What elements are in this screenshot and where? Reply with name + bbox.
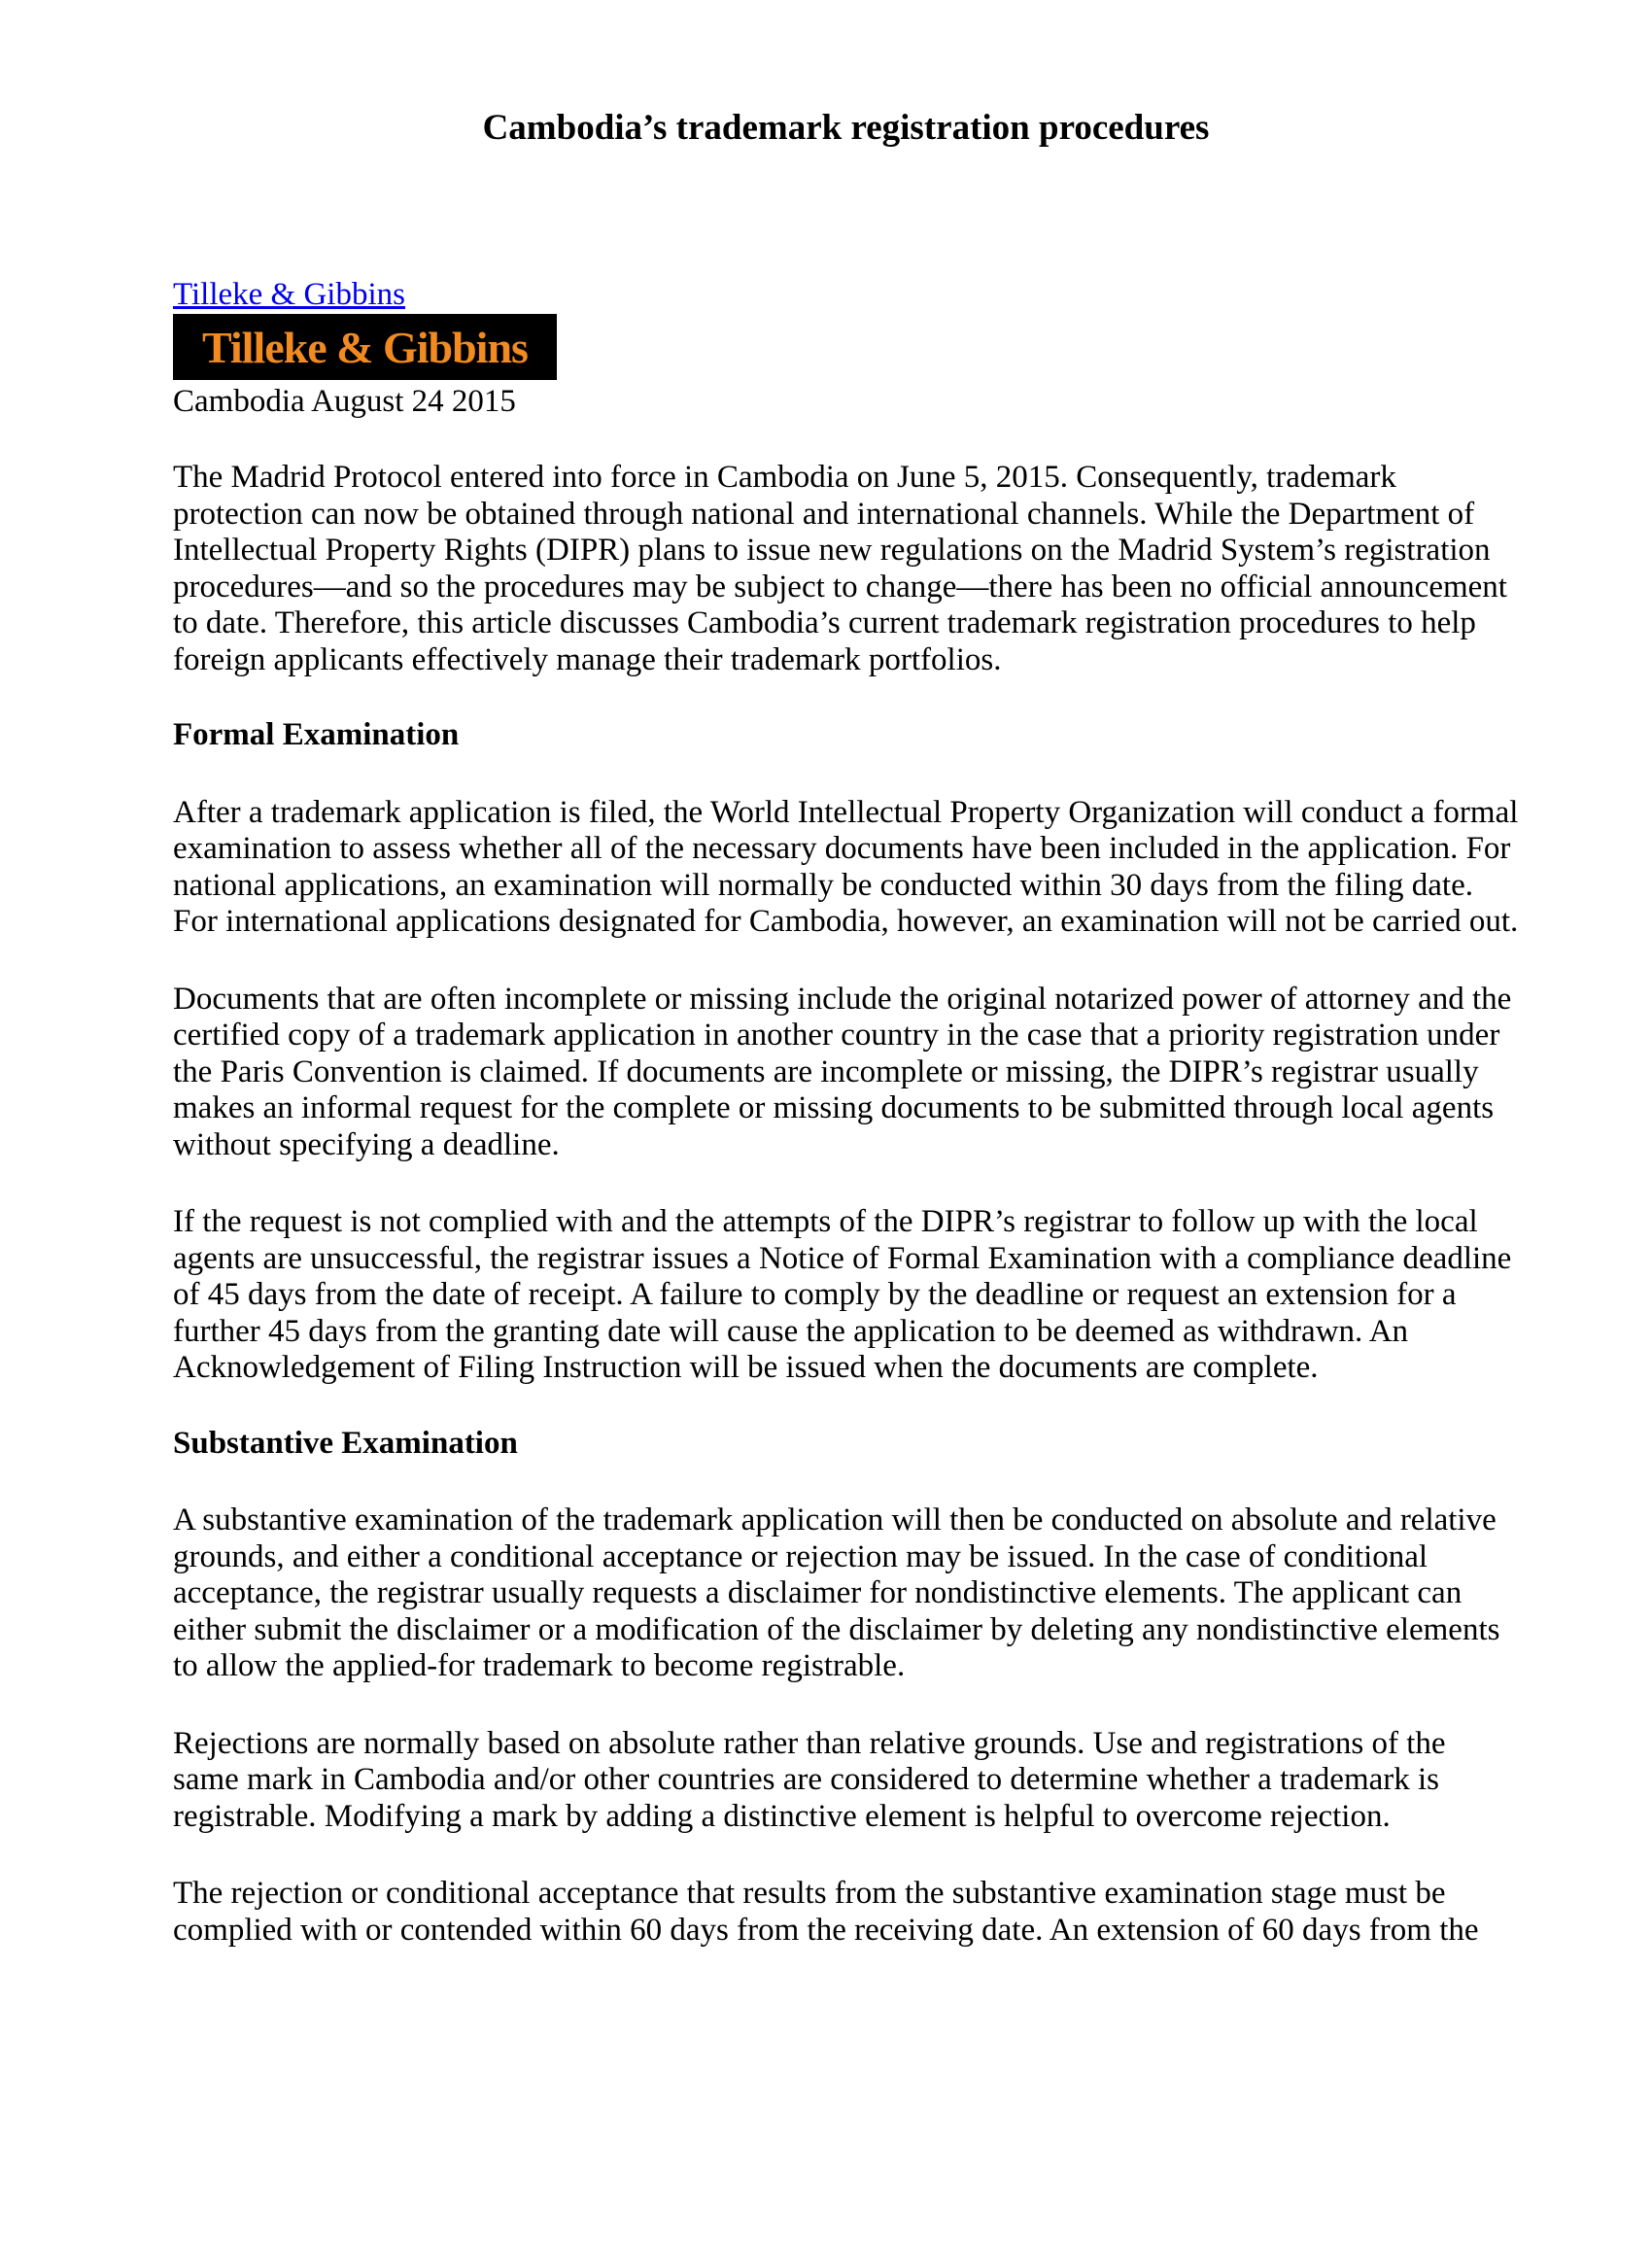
firm-logo xyxy=(173,314,557,380)
firm-logo-text: Tilleke & Gibbins xyxy=(202,322,528,372)
body-paragraph: Documents that are often incomplete or missing include the original notarized power of attorney and the certified copy of a trademark application in another country in the case that a priority registration under the Paris Convention is claimed. If documents are incomplete or missing, the DIPR’s registrar usually makes an informal request for the complete or missing documents to be submitted through local agents without specifying a deadline. xyxy=(173,981,1512,1162)
document-content xyxy=(173,107,1519,1949)
body-paragraph: Rejections are normally based on absolute rather than relative grounds. Use and registrations of the same mark in Cambodia and/or other countries are considered to determine whether a trademark is registrable. Modifying a mark by adding a distinctive element is helpful to overcome rejection. xyxy=(173,1725,1446,1834)
body-paragraph: If the request is not complied with and the attempts of the DIPR’s registrar to follow up with the local agents are unsuccessful, the registrar issues a Notice of Formal Examination with a compliance deadline of 45 days from the date of receipt. A failure to comply by the deadline or request an extension for a further 45 days from the granting date will cause the application to be deemed as withdrawn. An Acknowledgement of Filing Instruction will be issued when the documents are complete. xyxy=(173,1204,1512,1385)
source-link[interactable]: Tilleke & Gibbins xyxy=(173,277,405,312)
section-heading-formal-examination: Formal Examination xyxy=(173,717,460,752)
document-page xyxy=(0,107,1652,2245)
page-title: Cambodia’s trademark registration procedures xyxy=(482,108,1210,148)
intro-paragraph: The Madrid Protocol entered into force in Cambodia on June 5, 2015. Consequently, trademark protection can now be obtained through national and international channels. While the Department of Intellectual Property Rights (DIPR) plans to issue new regulations on the Madrid System’s registration procedures—and so the procedures may be subject to change—there has been no official announcement to date. Therefore, this article discusses Cambodia’s current trademark registration procedures to help foreign applicants effectively manage their trademark portfolios. xyxy=(173,460,1507,677)
body-paragraph: After a trademark application is filed, the World Intellectual Property Organization will conduct a formal examination to assess whether all of the necessary documents have been included in the application. For national applications, an examination will normally be conducted within 30 days from the filing date. For international applications designated for Cambodia, however, an examination will not be carried out. xyxy=(173,794,1519,939)
source-block xyxy=(173,150,1519,419)
section-heading-substantive-examination: Substantive Examination xyxy=(173,1425,518,1461)
body-paragraph: The rejection or conditional acceptance that results from the substantive examination stage must be complied with or contended within 60 days from the receiving date. An extension of 60 days from the xyxy=(173,1876,1479,1948)
body-paragraph: A substantive examination of the trademark application will then be conducted on absolute and relative grounds, and either a conditional acceptance or rejection may be issued. In the case of conditional acceptance, the registrar usually requests a disclaimer for nondistinctive elements. The applicant can either submit the disclaimer or a modification of the disclaimer by deleting any nondistinctive elements to allow the applied-for trademark to become registrable. xyxy=(173,1502,1500,1683)
dateline: Cambodia August 24 2015 xyxy=(173,384,516,419)
